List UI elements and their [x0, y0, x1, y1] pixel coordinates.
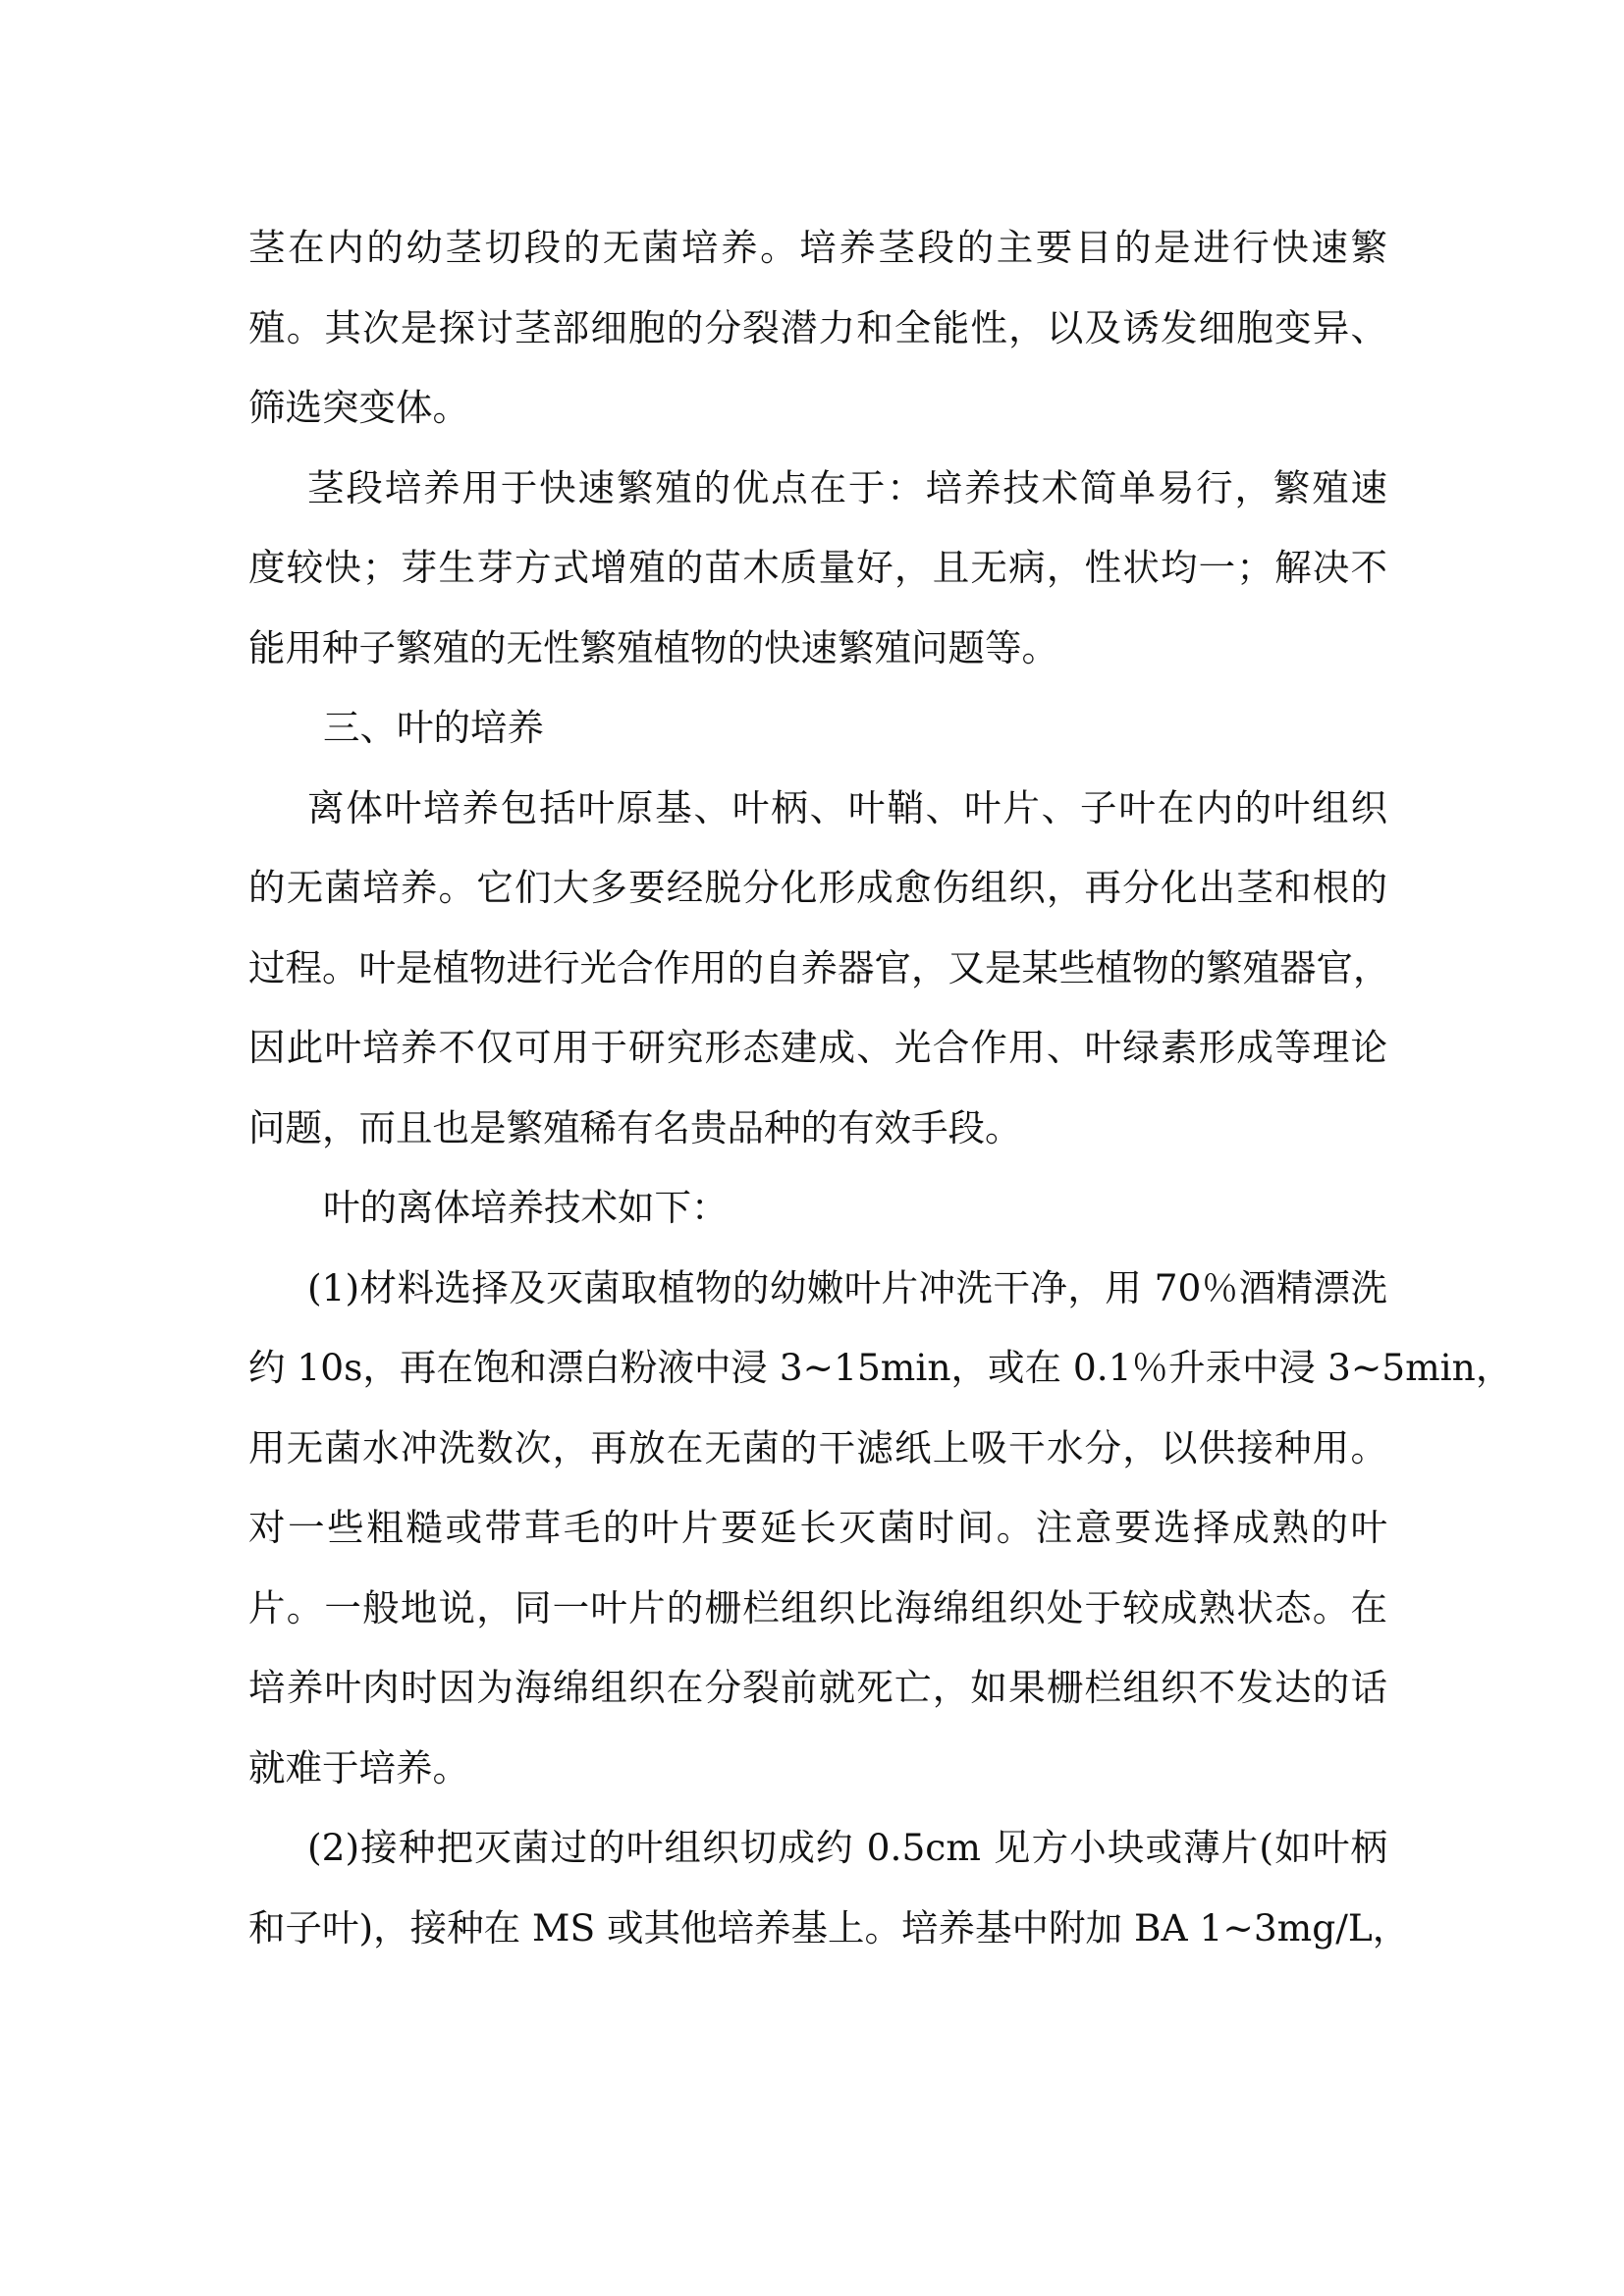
text-line: 离体叶培养包括叶原基、叶柄、叶鞘、叶片、子叶在内的叶组织 [307, 785, 1387, 829]
text-line: 问题，而且也是繁殖稀有名贵品种的有效手段。 [248, 1105, 1022, 1149]
text-line: 能用种子繁殖的无性繁殖植物的快速繁殖问题等。 [248, 625, 1058, 669]
text-line: 度较快；芽生芽方式增殖的苗木质量好，且无病，性状均一；解决不 [248, 546, 1387, 589]
text-line: 茎段培养用于快速繁殖的优点在于：培养技术简单易行，繁殖速 [307, 465, 1387, 509]
paragraph [248, 769, 1390, 1169]
paragraph [248, 1249, 1513, 1809]
heading-text: 三、叶的培养 [323, 706, 544, 749]
paragraph [248, 1168, 1387, 1249]
paragraph [248, 208, 1387, 449]
text-line: 殖。其次是探讨茎部细胞的分裂潜力和全能性，以及诱发细胞变异、 [248, 305, 1387, 349]
text-line: 和子叶)，接种在 MS 或其他培养基上。培养基中附加 BA 1~3mg/L， [248, 1905, 1410, 1949]
text-line: 茎在内的幼茎切段的无菌培养。培养茎段的主要目的是进行快速繁 [248, 226, 1387, 269]
text-line: 叶的离体培养技术如下： [323, 1186, 729, 1229]
text-line: 过程。叶是植物进行光合作用的自养器官，又是某些植物的繁殖器官， [248, 945, 1390, 989]
body-text [248, 208, 1513, 1968]
section-heading [248, 688, 1387, 769]
text-line: 筛选突变体。 [248, 386, 469, 429]
text-line: 就难于培养。 [248, 1745, 469, 1789]
text-line: 片。一般地说，同一叶片的栅栏组织比海绵组织处于较成熟状态。在 [248, 1585, 1387, 1629]
text-line: 对一些粗糙或带茸毛的叶片要延长灭菌时间。注意要选择成熟的叶 [248, 1506, 1387, 1549]
text-line: (2)接种把灭菌过的叶组织切成约 0.5cm 见方小块或薄片(如叶柄 [307, 1826, 1387, 1869]
text-line: 培养叶肉时因为海绵组织在分裂前就死亡，如果栅栏组织不发达的话 [248, 1666, 1387, 1709]
text-line: 的无菌培养。它们大多要经脱分化形成愈伤组织，再分化出茎和根的 [248, 866, 1387, 909]
text-line: 因此叶培养不仅可用于研究形态建成、光合作用、叶绿素形成等理论 [248, 1026, 1387, 1069]
paragraph [248, 1808, 1410, 1968]
text-line: 用无菌水冲洗数次，再放在无菌的干滤纸上吸干水分，以供接种用。 [248, 1425, 1387, 1469]
text-line: (1)材料选择及灭菌取植物的幼嫩叶片冲洗干净，用 70％酒精漂洗 [307, 1265, 1387, 1309]
paragraph [248, 449, 1387, 689]
text-line: 约 10s，再在饱和漂白粉液中浸 3~15min，或在 0.1％升汞中浸 3~5min， [248, 1346, 1513, 1389]
